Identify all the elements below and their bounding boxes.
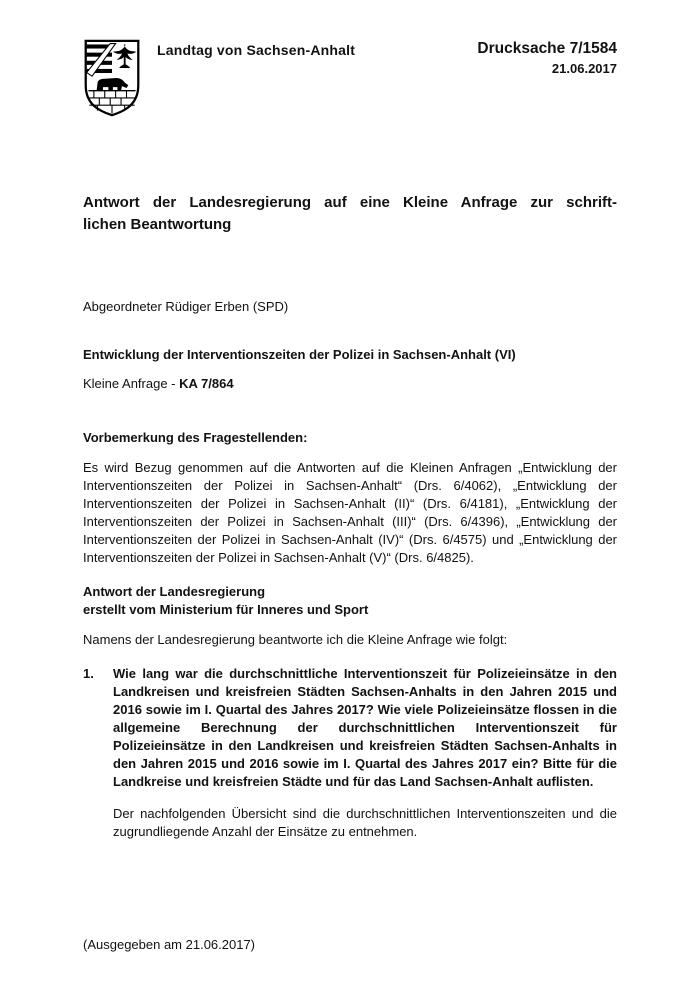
government-answer-intro: Namens der Landesregierung beantworte ich die Kleine Anfrage wie folgt: xyxy=(83,631,508,647)
author-line: Abgeordneter Rüdiger Erben (SPD) xyxy=(83,298,289,314)
document-date: 21.06.2017 xyxy=(551,61,617,76)
document-meta xyxy=(477,40,617,76)
document-title-line2: lichen Beantwortung xyxy=(83,215,232,233)
footer-issued-line: (Ausgegeben am 21.06.2017) xyxy=(83,937,256,952)
institution-name: Landtag von Sachsen-Anhalt xyxy=(157,42,356,58)
document-title xyxy=(83,192,617,236)
document-header xyxy=(83,38,617,118)
preliminary-remark-body: Es wird Bezug genommen auf die Antworten auf die Kleinen Anfragen „Entwicklung der Interventionszeiten der Polizei in Sachsen-Anhalt“ (Drs. 6/4062), „Entwicklung der Interventionszeiten der Polizei in Sachsen-Anhalt (II)“ (Drs. 6/4181), „Entwicklung der Interventionszeiten der Polizei in Sachsen-Anhalt (III)“ (Drs. 6/4396), „Entwicklung der Interventionszeiten der Polizei in Sachsen-Anhalt (IV)“ (Drs. 6/4575) und „Entwicklung der Interventionszeiten der Polizei in Sachsen-Anhalt (V)“ (Drs. 6/4825). xyxy=(83,459,617,565)
question-1-number: 1. xyxy=(83,665,94,681)
government-answer-heading xyxy=(83,583,617,619)
question-1-text: Wie lang war die durchschnittliche Interventionszeit für Polizeieinsätze in den Landkreisen und kreisfreien Städten Sachsen-Anhalts in den Jahren 2015 und 2016 sowie im I. Quartal des Jahres 2017? Wie viele Polizeieinsätze flossen in die allgemeine Berechnung der durchschnittlichen Interventionszeit für Polizeieinsätze in den Landkreisen und kreisfreien Städten Sachsen-Anhalts in den Jahren 2015 und 2016 sowie im I. Quartal des Jahres 2017 ein? Bitte für die Landkreise und kreisfreien Städte und für das Land Sachsen-Anhalt auflisten. xyxy=(113,665,617,789)
document-title-line1: Antwort der Landesregierung auf eine Kleine Anfrage zur schrift- xyxy=(83,194,617,211)
subject-line: Entwicklung der Interventionszeiten der Polizei in Sachsen-Anhalt (VI) xyxy=(83,346,516,362)
request-number: KA 7/864 xyxy=(179,375,234,391)
government-answer-heading-line2: erstellt vom Ministerium für Inneres und Sport xyxy=(83,601,369,617)
document-number: Drucksache 7/1584 xyxy=(477,40,617,57)
question-1-answer: Der nachfolgenden Übersicht sind die durchschnittlichen Interventionszeiten und die zugrundliegende Anzahl der Einsätze zu entnehmen. xyxy=(113,805,617,839)
coat-of-arms-icon xyxy=(83,38,141,118)
question-1 xyxy=(83,665,617,791)
request-label: Kleine Anfrage - xyxy=(83,375,180,391)
header-left xyxy=(83,38,355,118)
government-answer-heading-line1: Antwort der Landesregierung xyxy=(83,583,266,599)
preliminary-remark-heading: Vorbemerkung des Fragestellenden: xyxy=(83,429,308,445)
request-line xyxy=(83,375,617,393)
